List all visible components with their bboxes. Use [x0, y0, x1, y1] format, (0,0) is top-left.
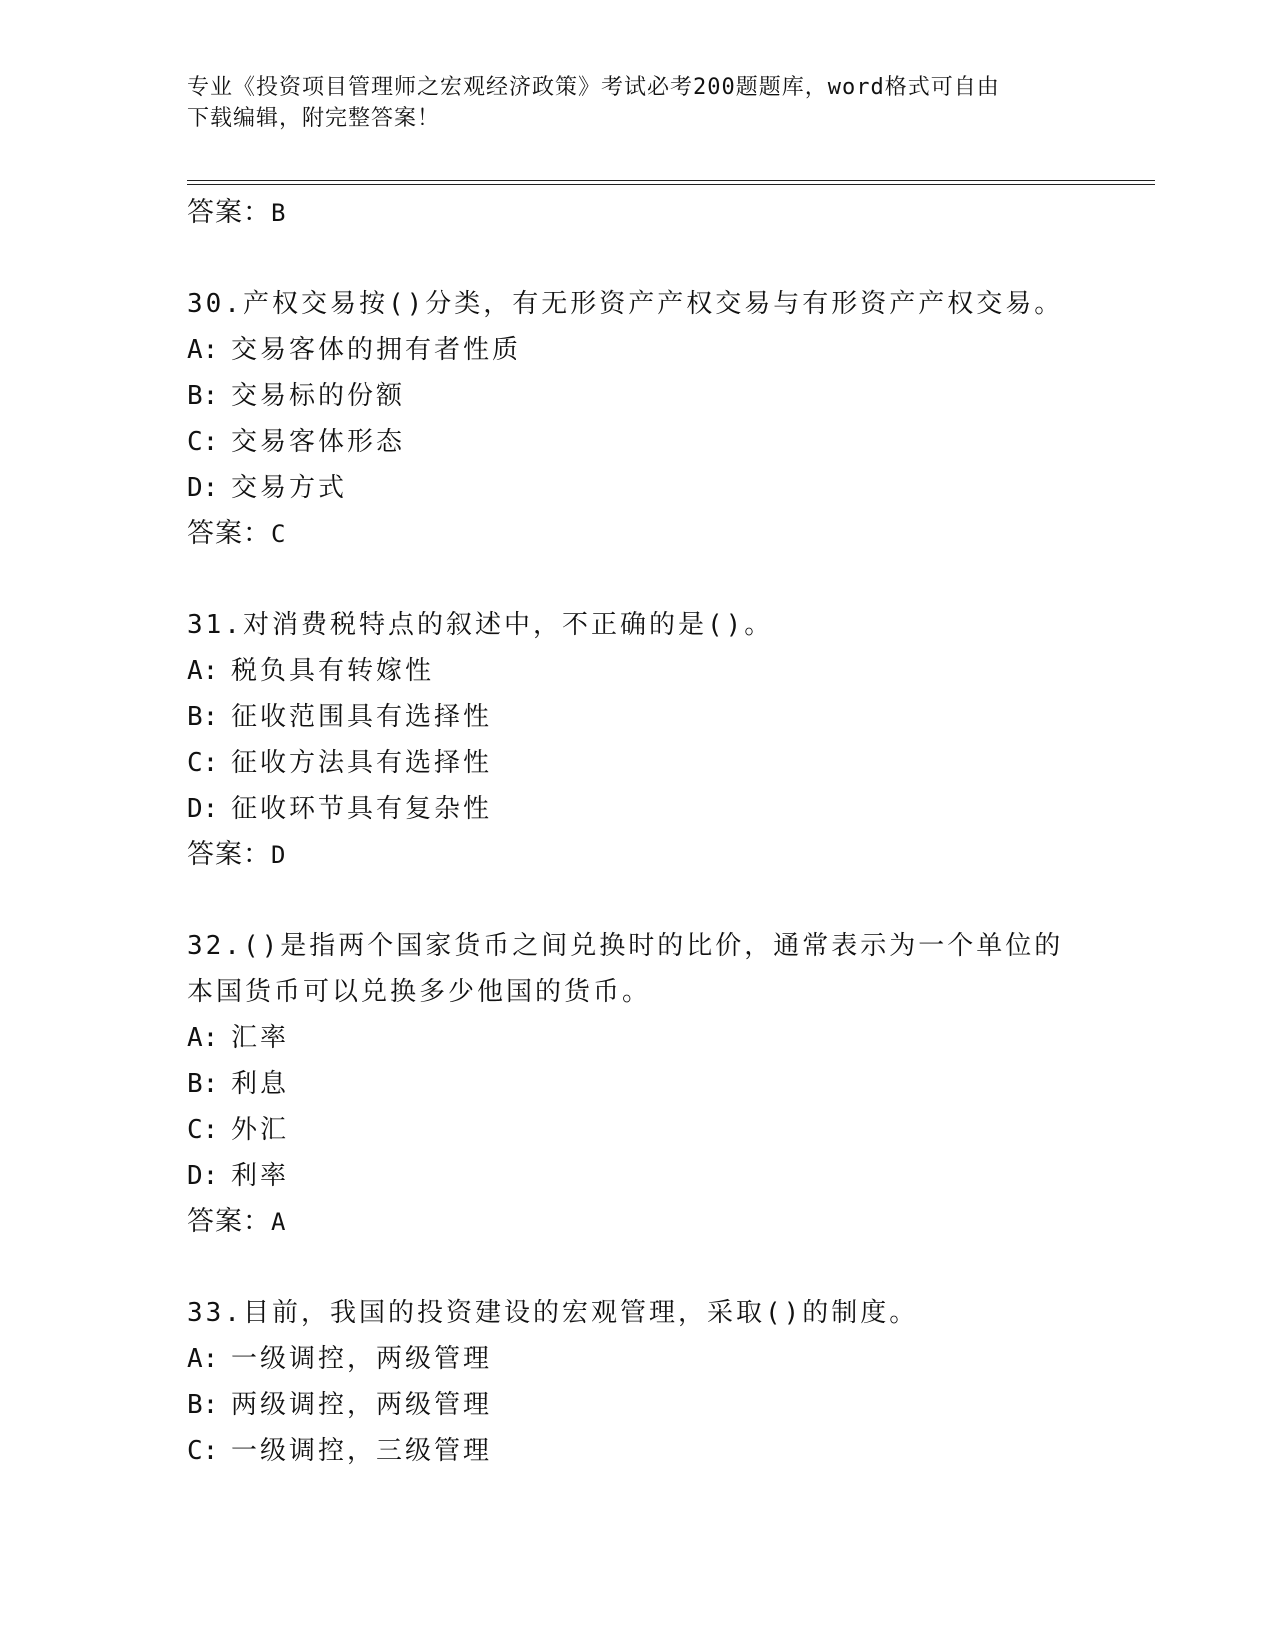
option-letter: C: [187, 427, 219, 457]
option-b [187, 1061, 1155, 1107]
option-letter: B: [187, 1390, 219, 1420]
answer-line [187, 832, 1155, 877]
option-letter: C: [187, 1436, 219, 1466]
answer-line [187, 190, 1155, 235]
option-text: 外汇 [231, 1115, 290, 1145]
question-stem: 30.产权交易按()分类，有无形资产产权交易与有形资产产权交易。 [187, 289, 1064, 319]
answer-label: 答案： [187, 839, 271, 870]
question-stem: 32.()是指两个国家货币之间兑换时的比价，通常表示为一个单位的本国货币可以兑换多少他国的货币。 [187, 931, 1064, 1007]
option-c [187, 1428, 1155, 1474]
option-text: 征收范围具有选择性 [231, 702, 493, 732]
option-text: 一级调控，三级管理 [231, 1436, 493, 1466]
header-line-1: 专业《投资项目管理师之宏观经济政策》考试必考200题题库，word格式可自由 [187, 75, 1000, 100]
option-c [187, 740, 1155, 786]
question-block [187, 602, 1155, 877]
option-letter: C: [187, 1115, 219, 1145]
option-text: 交易客体形态 [231, 427, 406, 457]
answer-value: A [271, 1208, 287, 1236]
header-divider-top [187, 180, 1155, 181]
option-a [187, 327, 1155, 373]
option-letter: A: [187, 1344, 219, 1374]
option-text: 一级调控，两级管理 [231, 1344, 493, 1374]
page-header [187, 72, 1087, 134]
option-text: 利率 [231, 1161, 290, 1191]
option-d [187, 465, 1155, 511]
option-letter: A: [187, 1023, 219, 1053]
option-letter: C: [187, 748, 219, 778]
option-letter: B: [187, 1069, 219, 1099]
option-d [187, 1153, 1155, 1199]
answer-value: D [271, 841, 287, 869]
answer-line [187, 511, 1155, 556]
option-text: 利息 [231, 1069, 290, 1099]
option-text: 交易方式 [231, 473, 348, 503]
option-c [187, 419, 1155, 465]
question-block [187, 281, 1155, 556]
option-letter: A: [187, 656, 219, 686]
question-stem: 31.对消费税特点的叙述中，不正确的是()。 [187, 610, 774, 640]
question-block [187, 923, 1155, 1244]
answer-line [187, 1199, 1155, 1244]
option-text: 征收方法具有选择性 [231, 748, 493, 778]
option-b [187, 1382, 1155, 1428]
option-d [187, 786, 1155, 832]
answer-label: 答案： [187, 518, 271, 549]
option-letter: D: [187, 473, 219, 503]
header-divider-bottom [187, 184, 1155, 185]
question-stem: 33.目前，我国的投资建设的宏观管理，采取()的制度。 [187, 1298, 919, 1328]
option-text: 两级调控，两级管理 [231, 1390, 493, 1420]
question-block [187, 1290, 1155, 1474]
option-letter: B: [187, 702, 219, 732]
question-list [187, 190, 1155, 1474]
option-text: 税负具有转嫁性 [231, 656, 435, 686]
option-letter: D: [187, 794, 219, 824]
answer-label: 答案： [187, 197, 271, 228]
option-letter: D: [187, 1161, 219, 1191]
header-line-2: 下载编辑，附完整答案！ [187, 106, 441, 131]
option-b [187, 694, 1155, 740]
answer-value: B [271, 199, 287, 227]
answer-value: C [271, 520, 287, 548]
option-b [187, 373, 1155, 419]
option-text: 交易标的份额 [231, 381, 406, 411]
option-letter: A: [187, 335, 219, 365]
option-letter: B: [187, 381, 219, 411]
option-text: 汇率 [231, 1023, 290, 1053]
option-text: 征收环节具有复杂性 [231, 794, 493, 824]
option-text: 交易客体的拥有者性质 [231, 335, 522, 365]
option-a [187, 1015, 1155, 1061]
answer-label: 答案： [187, 1206, 271, 1237]
option-c [187, 1107, 1155, 1153]
option-a [187, 648, 1155, 694]
option-a [187, 1336, 1155, 1382]
